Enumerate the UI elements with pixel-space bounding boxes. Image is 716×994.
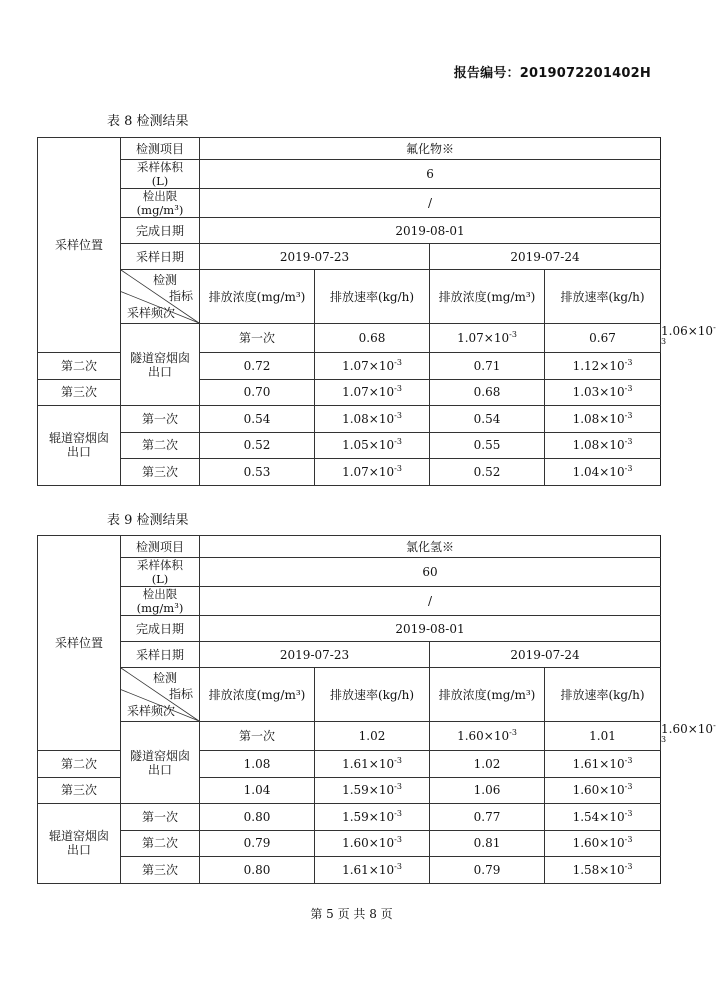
rate-cell: [315, 804, 430, 831]
column-header: 排放浓度(mg/m³): [200, 270, 315, 324]
rate-mantissa: 1.60×10: [457, 729, 510, 743]
sampling-date-label: 采样日期: [121, 642, 200, 668]
rate-mantissa: 1.54×10: [572, 809, 625, 824]
rate-cell: [315, 857, 430, 884]
rate-exponent: -3: [509, 728, 517, 737]
limit-unit: (mg/m³): [136, 203, 184, 217]
rate-mantissa: 1.03×10: [572, 385, 625, 400]
item-value: 氯化氢※: [200, 536, 661, 558]
table-8-caption: 表 8 检测结果: [107, 114, 189, 129]
rate-exponent: -3: [394, 463, 402, 473]
rate-mantissa: 1.06×10: [661, 324, 714, 338]
rate-cell: [315, 459, 430, 486]
table-row: [38, 804, 661, 831]
rate-mantissa: 1.59×10: [342, 809, 395, 824]
diag-index-label: 指标: [168, 289, 193, 303]
rate-cell: [545, 804, 661, 831]
concentration-cell: 1.02: [315, 722, 430, 751]
rate-mantissa: 1.60×10: [342, 836, 395, 851]
volume-value: 60: [200, 558, 661, 587]
volume-value: 6: [200, 160, 661, 189]
table-row: [38, 459, 661, 486]
location-line-2: 出口: [66, 445, 91, 460]
concentration-cell: 0.53: [200, 459, 315, 486]
completed-value: 2019-08-01: [200, 616, 661, 642]
item-value: 氟化物※: [200, 138, 661, 160]
rate-exponent: -3: [624, 463, 633, 473]
rate-cell: [315, 432, 430, 459]
rate-cell: [545, 406, 661, 433]
frequency-cell: 第二次: [121, 432, 200, 459]
limit-unit: (mg/m³): [136, 601, 184, 615]
rate-cell: [545, 379, 661, 406]
rate-cell: [315, 353, 430, 380]
rate-mantissa: 1.08×10: [342, 411, 395, 426]
rate-mantissa: 1.04×10: [572, 464, 625, 479]
frequency-cell: 第二次: [121, 830, 200, 857]
concentration-cell: 0.79: [430, 857, 545, 884]
frequency-cell: 第三次: [38, 777, 121, 804]
limit-label-text: 检出限: [142, 189, 178, 203]
rate-cell: [545, 777, 661, 804]
location-cell: [38, 406, 121, 486]
rate-cell: [545, 830, 661, 857]
table-row: [38, 722, 661, 751]
rate-mantissa: 1.08×10: [572, 438, 625, 453]
concentration-cell: 0.77: [430, 804, 545, 831]
limit-label: [121, 587, 200, 616]
rate-exponent: -3: [394, 808, 402, 818]
rate-cell: [315, 379, 430, 406]
column-header: 排放浓度(mg/m³): [430, 668, 545, 722]
rate-mantissa: 1.61×10: [342, 862, 395, 877]
location-line-1: 辊道窑烟囱: [48, 829, 109, 844]
rate-mantissa: 1.12×10: [572, 358, 625, 373]
concentration-cell: 0.81: [430, 830, 545, 857]
column-header: 排放浓度(mg/m³): [430, 270, 545, 324]
frequency-cell: 第三次: [38, 379, 121, 406]
rate-mantissa: 1.60×10: [572, 783, 625, 798]
report-number: 报告编号：2019072201402H: [453, 66, 651, 81]
item-label: 检测项目: [121, 138, 200, 160]
page-footer: 第 5 页 共 8 页: [310, 907, 393, 921]
rate-exponent: -3: [394, 782, 402, 792]
location-line-1: 辊道窑烟囱: [48, 431, 109, 446]
rate-exponent: -3: [509, 330, 517, 339]
rate-exponent: -3: [624, 782, 633, 792]
diag-frequency-label: 采样频次: [127, 306, 176, 320]
limit-label-text: 检出限: [142, 587, 178, 601]
rate-exponent: -3: [661, 323, 716, 346]
completed-value: 2019-08-01: [200, 218, 661, 244]
rate-cell: [545, 353, 661, 380]
frequency-cell: 第三次: [121, 857, 200, 884]
table-9-caption: 表 9 检测结果: [107, 513, 189, 528]
limit-label: [121, 189, 200, 218]
limit-value: /: [200, 189, 661, 218]
rate-exponent: -3: [624, 835, 633, 845]
concentration-cell: 1.01: [545, 722, 661, 751]
rate-mantissa: 1.61×10: [572, 756, 625, 771]
column-header: 排放速率(kg/h): [315, 668, 430, 722]
rate-mantissa: 1.07×10: [342, 464, 395, 479]
location-line-2: 出口: [147, 762, 172, 777]
table-row: [38, 406, 661, 433]
diag-item-label: 检测: [153, 273, 178, 287]
rate-exponent: -3: [624, 410, 633, 420]
column-header: 排放速率(kg/h): [545, 668, 661, 722]
rate-exponent: -3: [624, 861, 633, 871]
sampling-date-1: 2019-07-23: [200, 642, 430, 668]
concentration-cell: 0.80: [200, 857, 315, 884]
rate-exponent: -3: [624, 357, 633, 367]
sampling-date-2: 2019-07-24: [430, 642, 661, 668]
location-cell: [38, 804, 121, 884]
rate-cell: [315, 751, 430, 778]
completed-label: 完成日期: [121, 616, 200, 642]
rate-exponent: -3: [661, 721, 716, 744]
concentration-cell: 0.54: [200, 406, 315, 433]
diagonal-header: [121, 270, 200, 324]
frequency-cell: 第一次: [200, 324, 315, 353]
rate-mantissa: 1.07×10: [457, 331, 510, 345]
frequency-cell: 第二次: [38, 751, 121, 778]
diag-frequency-label: 采样频次: [127, 704, 176, 718]
item-label: 检测项目: [121, 536, 200, 558]
rate-mantissa: 1.58×10: [572, 862, 625, 877]
rate-mantissa: 1.05×10: [342, 438, 395, 453]
diag-index-label: 指标: [168, 687, 193, 701]
concentration-cell: 0.70: [200, 379, 315, 406]
rate-mantissa: 1.60×10: [572, 836, 625, 851]
rate-cell: [545, 432, 661, 459]
volume-label: [121, 160, 200, 189]
rate-exponent: -3: [624, 808, 633, 818]
limit-value: /: [200, 587, 661, 616]
sampling-date-1: 2019-07-23: [200, 244, 430, 270]
rate-cell: [545, 751, 661, 778]
rate-cell: [430, 722, 545, 751]
rate-cell: [545, 459, 661, 486]
concentration-cell: 0.52: [430, 459, 545, 486]
column-header: 排放速率(kg/h): [545, 270, 661, 324]
concentration-cell: 0.71: [430, 353, 545, 380]
rate-mantissa: 1.60×10: [661, 722, 714, 736]
concentration-cell: 0.67: [545, 324, 661, 353]
location-cell: [121, 324, 200, 406]
table-row: [38, 857, 661, 884]
rate-exponent: -3: [394, 861, 402, 871]
concentration-cell: 0.72: [200, 353, 315, 380]
sampling-location-label: 采样位置: [38, 138, 121, 353]
rate-cell: [545, 857, 661, 884]
concentration-cell: 1.08: [200, 751, 315, 778]
rate-mantissa: 1.07×10: [342, 358, 395, 373]
volume-label-text: 采样体积: [137, 160, 183, 174]
sampling-location-label: 采样位置: [38, 536, 121, 751]
rate-cell: [430, 324, 545, 353]
table-row: [38, 830, 661, 857]
column-header: 排放速率(kg/h): [315, 270, 430, 324]
concentration-cell: 0.80: [200, 804, 315, 831]
column-header: 排放浓度(mg/m³): [200, 668, 315, 722]
location-line-1: 隧道窑烟囱: [129, 350, 190, 365]
rate-cell: [315, 777, 430, 804]
location-line-1: 隧道窑烟囱: [129, 748, 190, 763]
volume-unit: (L): [151, 572, 169, 586]
rate-mantissa: 1.59×10: [342, 783, 395, 798]
volume-label: [121, 558, 200, 587]
sampling-date-2: 2019-07-24: [430, 244, 661, 270]
diagonal-header: [121, 668, 200, 722]
sampling-date-label: 采样日期: [121, 244, 200, 270]
concentration-cell: 0.54: [430, 406, 545, 433]
rate-exponent: -3: [624, 755, 633, 765]
rate-exponent: -3: [624, 437, 633, 447]
location-line-2: 出口: [147, 364, 172, 379]
rate-mantissa: 1.61×10: [342, 756, 395, 771]
frequency-cell: 第二次: [38, 353, 121, 380]
rate-exponent: -3: [394, 835, 402, 845]
rate-exponent: -3: [394, 384, 402, 394]
table-row: [38, 324, 661, 353]
concentration-cell: 1.02: [430, 751, 545, 778]
rate-cell: [315, 830, 430, 857]
frequency-cell: 第一次: [121, 406, 200, 433]
concentration-cell: 0.68: [315, 324, 430, 353]
concentration-cell: 1.04: [200, 777, 315, 804]
rate-mantissa: 1.08×10: [572, 411, 625, 426]
volume-label-text: 采样体积: [137, 558, 183, 572]
concentration-cell: 1.06: [430, 777, 545, 804]
volume-unit: (L): [151, 174, 169, 188]
diag-item-label: 检测: [153, 671, 178, 685]
rate-exponent: -3: [394, 755, 402, 765]
concentration-cell: 0.68: [430, 379, 545, 406]
concentration-cell: 0.52: [200, 432, 315, 459]
frequency-cell: 第三次: [121, 459, 200, 486]
rate-cell: [315, 406, 430, 433]
location-cell: [121, 722, 200, 804]
rate-exponent: -3: [624, 384, 633, 394]
rate-exponent: -3: [394, 410, 402, 420]
concentration-cell: 0.79: [200, 830, 315, 857]
rate-exponent: -3: [394, 357, 402, 367]
concentration-cell: 0.55: [430, 432, 545, 459]
location-line-2: 出口: [66, 843, 91, 858]
frequency-cell: 第一次: [200, 722, 315, 751]
rate-exponent: -3: [394, 437, 402, 447]
completed-label: 完成日期: [121, 218, 200, 244]
table-row: [38, 432, 661, 459]
frequency-cell: 第一次: [121, 804, 200, 831]
rate-mantissa: 1.07×10: [342, 385, 395, 400]
